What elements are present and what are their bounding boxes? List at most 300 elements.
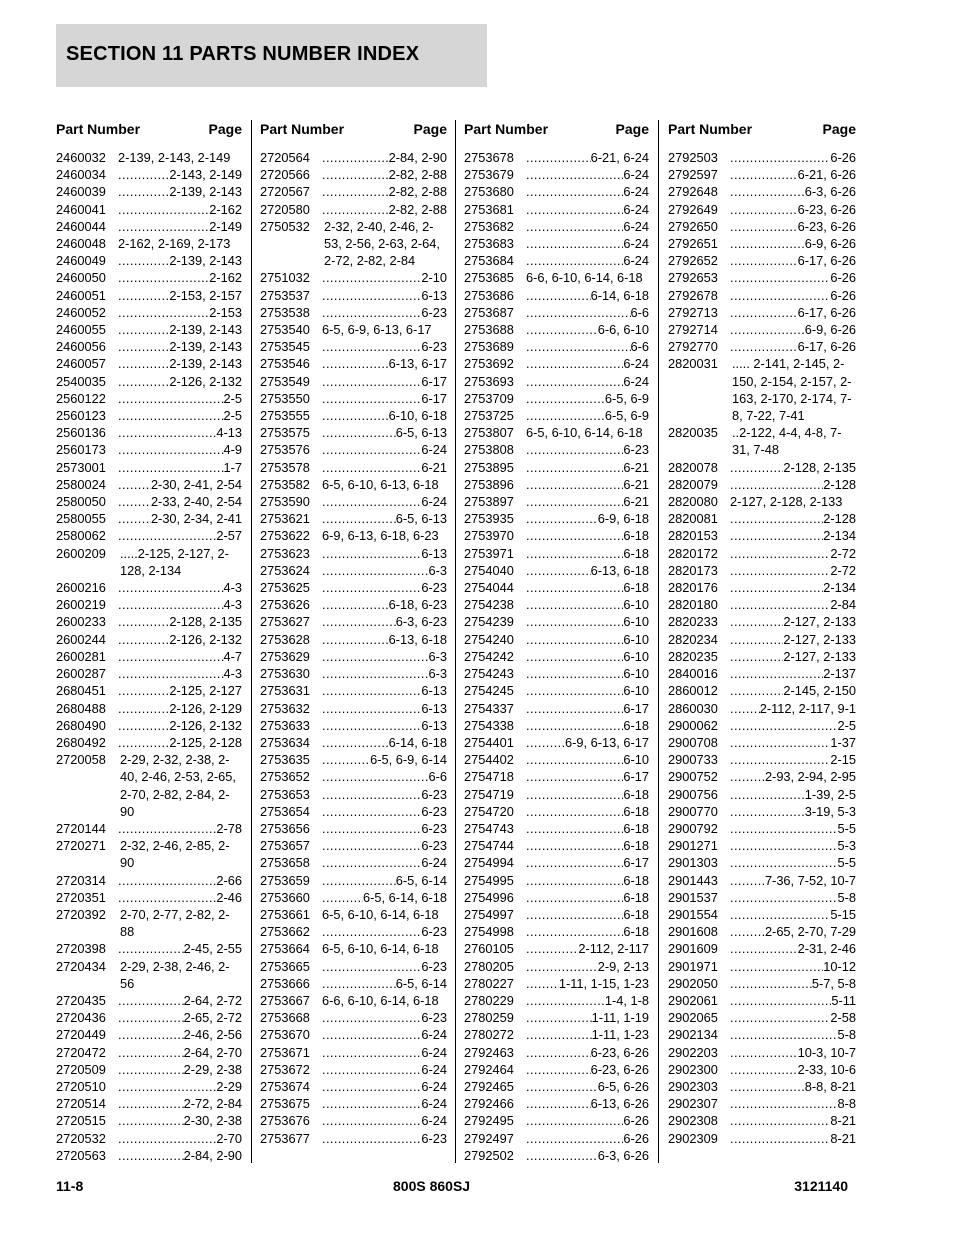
part-number: 2754998 xyxy=(464,924,514,940)
part-number: 2792714 xyxy=(668,322,718,338)
index-row xyxy=(668,235,856,252)
part-number: 2753658 xyxy=(260,855,310,871)
page-reference xyxy=(526,768,649,785)
page-list: 6-21 xyxy=(623,476,649,492)
page-list: 6-13 xyxy=(421,545,447,561)
page-list: 6-17, 6-26 xyxy=(797,339,856,355)
dot-leader xyxy=(118,1112,184,1129)
page-list: 2-57 xyxy=(216,528,242,544)
part-number: 2753689 xyxy=(464,339,514,355)
page-reference xyxy=(526,562,649,579)
page-list: 2-128, 2-135 xyxy=(169,614,242,630)
page-list: 6-13 xyxy=(421,287,447,303)
page-list: 6-17, 6-26 xyxy=(797,253,856,269)
dot-leader xyxy=(322,1078,421,1095)
dot-leader xyxy=(322,889,363,906)
index-row xyxy=(260,218,447,270)
page-reference xyxy=(322,338,447,355)
part-number: 2680451 xyxy=(56,683,106,699)
index-row xyxy=(260,613,447,630)
part-number: 2720514 xyxy=(56,1096,106,1112)
page-list: 2-145, 2-150 xyxy=(783,683,856,699)
index-row xyxy=(464,992,649,1009)
page-list: 2-30, 2-41, 2-54 xyxy=(150,476,242,492)
index-row xyxy=(260,510,447,527)
page-reference xyxy=(526,545,649,562)
index-column-3 xyxy=(464,120,649,1164)
part-number: 2720510 xyxy=(56,1078,106,1094)
footer-page-number: 11-8 xyxy=(56,1178,84,1194)
part-number: 2720509 xyxy=(56,1061,106,1077)
part-number: 2754044 xyxy=(464,580,514,596)
dot-leader xyxy=(730,304,798,321)
part-number: 2901443 xyxy=(668,872,718,888)
part-number: 2753662 xyxy=(260,924,310,940)
part-number: 2560123 xyxy=(56,408,106,424)
page-reference xyxy=(118,1061,242,1078)
page-reference xyxy=(526,218,649,235)
page-list: 6-24 xyxy=(421,855,447,871)
dot-leader xyxy=(118,338,169,355)
dot-leader xyxy=(322,493,421,510)
page-list: 8-21 xyxy=(830,1130,856,1146)
part-number: 2753970 xyxy=(464,528,514,544)
page-reference xyxy=(322,373,447,390)
page-reference xyxy=(322,1044,447,1061)
dot-leader xyxy=(526,527,623,544)
dot-leader xyxy=(730,579,823,596)
part-number: 2753668 xyxy=(260,1010,310,1026)
part-number: 2720392 xyxy=(56,906,106,922)
index-row xyxy=(260,287,447,304)
page-list: 2-65, 2-70, 7-29 xyxy=(764,924,856,940)
dot-leader xyxy=(526,510,598,527)
dot-leader xyxy=(118,321,169,338)
part-number: 2753685 xyxy=(464,270,514,286)
page-list: 1-11, 1-15, 1-23 xyxy=(558,975,649,991)
part-number: 2580050 xyxy=(56,494,106,510)
part-number: 2753578 xyxy=(260,459,310,475)
page-reference xyxy=(118,149,242,166)
page-list: 6-24 xyxy=(421,1027,447,1043)
part-number: 2720532 xyxy=(56,1130,106,1146)
dot-leader xyxy=(526,183,623,200)
dot-leader xyxy=(730,527,823,544)
index-row xyxy=(260,768,447,785)
index-row xyxy=(464,1095,649,1112)
page-list: 6-17 xyxy=(623,700,649,716)
index-row xyxy=(668,975,856,992)
index-row xyxy=(260,424,447,441)
page-reference xyxy=(322,1112,447,1129)
index-row xyxy=(668,424,856,458)
dot-leader xyxy=(118,407,224,424)
part-number: 2792463 xyxy=(464,1044,514,1060)
page-list: 5-5 xyxy=(837,820,856,836)
part-number: 2753693 xyxy=(464,373,514,389)
index-row xyxy=(260,631,447,648)
page-reference xyxy=(322,149,447,166)
part-number: 2792597 xyxy=(668,167,718,183)
page-list: 6-10 xyxy=(623,614,649,630)
page-list: 6-13, 6-18 xyxy=(388,631,447,647)
page-reference xyxy=(118,682,242,699)
page-reference xyxy=(118,183,242,200)
part-number: 2720436 xyxy=(56,1010,106,1026)
dot-leader xyxy=(526,648,623,665)
dot-leader xyxy=(526,321,598,338)
index-row xyxy=(668,355,856,424)
dot-leader xyxy=(730,562,830,579)
page-reference xyxy=(526,321,649,338)
page-list: 6-13 xyxy=(421,683,447,699)
index-row xyxy=(260,149,447,166)
page-reference xyxy=(730,1095,856,1112)
page-list: 2-33, 2-40, 2-54 xyxy=(150,494,242,510)
part-number: 2753667 xyxy=(260,992,310,1008)
part-number: 2460048 xyxy=(56,236,106,252)
dot-leader xyxy=(322,338,421,355)
dot-leader xyxy=(118,889,216,906)
page-reference xyxy=(322,321,447,338)
dot-leader xyxy=(526,665,623,682)
part-number: 2754242 xyxy=(464,648,514,664)
part-number: 2720435 xyxy=(56,992,106,1008)
dot-leader xyxy=(526,235,623,252)
dot-leader xyxy=(118,355,169,372)
dot-leader xyxy=(730,734,830,751)
part-number: 2820031 xyxy=(668,356,718,372)
dot-leader xyxy=(730,872,765,889)
page-list: 2-58 xyxy=(830,1010,856,1026)
index-row xyxy=(668,149,856,166)
page-list: 2-139, 2-143 xyxy=(169,339,242,355)
page-list: 6-5, 6-13 xyxy=(395,511,447,527)
part-number: 2753549 xyxy=(260,373,310,389)
dot-leader xyxy=(526,923,623,940)
part-number: 2753896 xyxy=(464,476,514,492)
part-number: 2753935 xyxy=(464,511,514,527)
page-reference xyxy=(118,218,242,235)
index-row xyxy=(464,975,649,992)
dot-leader xyxy=(730,837,838,854)
dot-leader xyxy=(526,751,623,768)
page-reference xyxy=(322,992,447,1009)
dot-leader xyxy=(730,958,823,975)
index-column-4 xyxy=(668,120,856,1147)
part-number: 2820081 xyxy=(668,511,718,527)
part-number: 2753628 xyxy=(260,631,310,647)
page-list: 2-5 xyxy=(223,390,242,406)
part-number: 2753537 xyxy=(260,287,310,303)
page-reference xyxy=(118,906,242,940)
part-number: 2753665 xyxy=(260,958,310,974)
index-row xyxy=(56,1095,242,1112)
page-reference xyxy=(322,768,447,785)
page-list: 6-9, 6-26 xyxy=(804,236,856,252)
page-list: 2-139, 2-143 xyxy=(169,322,242,338)
page-reference xyxy=(526,235,649,252)
part-number: 2792713 xyxy=(668,304,718,320)
index-row xyxy=(56,665,242,682)
index-row xyxy=(56,1130,242,1147)
dot-leader xyxy=(730,459,783,476)
part-number: 2753590 xyxy=(260,494,310,510)
page-reference xyxy=(118,373,242,390)
dot-leader xyxy=(322,596,389,613)
page-list: 6-3, 6-26 xyxy=(804,184,856,200)
index-row xyxy=(464,441,649,458)
part-number: 2751032 xyxy=(260,270,310,286)
index-row xyxy=(464,631,649,648)
page-reference xyxy=(322,906,447,923)
page-list: 6-18 xyxy=(623,838,649,854)
part-number: 2900062 xyxy=(668,717,718,733)
index-row xyxy=(668,579,856,596)
page-reference xyxy=(526,441,649,458)
page-reference xyxy=(730,1078,856,1095)
page-list: 6-5, 6-14 xyxy=(395,975,447,991)
dot-leader xyxy=(730,183,805,200)
page-list: 5-15 xyxy=(830,906,856,922)
page-list: 6-24 xyxy=(421,1078,447,1094)
page-list: 2-128 xyxy=(823,476,856,492)
page-reference xyxy=(730,717,856,734)
column-divider xyxy=(251,120,252,1163)
dot-leader xyxy=(526,1061,591,1078)
page-reference xyxy=(526,476,649,493)
dot-leader xyxy=(730,218,798,235)
part-number: 2780205 xyxy=(464,958,514,974)
page-list: 1-11, 1-23 xyxy=(591,1027,649,1043)
page-reference xyxy=(730,545,856,562)
dot-leader xyxy=(526,1044,591,1061)
dot-leader xyxy=(118,510,151,527)
page-list: 2-30, 2-34, 2-41 xyxy=(150,511,242,527)
part-number: 2753627 xyxy=(260,614,310,630)
page-reference xyxy=(730,734,856,751)
part-number: 2900752 xyxy=(668,769,718,785)
dot-leader xyxy=(526,1009,592,1026)
dot-leader xyxy=(526,1147,598,1164)
page-list: 6-24 xyxy=(623,184,649,200)
page-reference xyxy=(322,734,447,751)
part-number: 2792495 xyxy=(464,1113,514,1129)
part-number: 2792770 xyxy=(668,339,718,355)
part-number: 2754337 xyxy=(464,700,514,716)
index-row xyxy=(56,545,242,579)
page-list: 2-127, 2-133 xyxy=(783,648,856,664)
index-row xyxy=(56,510,242,527)
index-row xyxy=(260,682,447,699)
index-row xyxy=(464,269,649,286)
dot-leader xyxy=(526,1095,591,1112)
part-number: 2754239 xyxy=(464,614,514,630)
part-number: 2753654 xyxy=(260,803,310,819)
part-number: 2753678 xyxy=(464,150,514,165)
index-row xyxy=(260,201,447,218)
page-list: 2-10 xyxy=(421,270,447,286)
index-row xyxy=(56,837,242,871)
column-header xyxy=(464,120,649,149)
page-reference xyxy=(526,820,649,837)
index-row xyxy=(56,321,242,338)
dot-leader xyxy=(526,252,623,269)
index-row xyxy=(464,596,649,613)
page-reference xyxy=(118,424,242,441)
index-row xyxy=(56,940,242,957)
index-row xyxy=(56,407,242,424)
page-list: 2-29, 2-38 xyxy=(183,1061,242,1077)
page-reference xyxy=(118,940,242,957)
part-number: 2753623 xyxy=(260,545,310,561)
index-row xyxy=(464,768,649,785)
index-row xyxy=(260,527,447,544)
dot-leader xyxy=(730,545,830,562)
page-reference xyxy=(526,940,649,957)
page-reference xyxy=(118,1078,242,1095)
page-reference xyxy=(526,424,649,441)
dot-leader xyxy=(118,304,209,321)
index-row xyxy=(464,476,649,493)
page-list: 6-24 xyxy=(623,167,649,183)
index-row xyxy=(464,923,649,940)
page-reference xyxy=(118,252,242,269)
part-number: 2753626 xyxy=(260,597,310,613)
part-number: 2560122 xyxy=(56,390,106,406)
page-list: 6-17 xyxy=(623,769,649,785)
page-reference xyxy=(526,355,649,372)
index-row xyxy=(260,751,447,768)
part-number: 2720567 xyxy=(260,184,310,200)
index-row xyxy=(668,269,856,286)
column-header xyxy=(668,120,856,149)
dot-leader xyxy=(322,768,429,785)
part-number: 2760105 xyxy=(464,941,514,957)
page-reference xyxy=(118,510,242,527)
part-number: 2753687 xyxy=(464,304,514,320)
page-list: 2-162 xyxy=(209,201,242,217)
index-row xyxy=(56,149,242,166)
index-row xyxy=(260,407,447,424)
page-list: 8-8 xyxy=(837,1096,856,1112)
page-list: 5-11 xyxy=(831,992,856,1008)
page-reference xyxy=(322,183,447,200)
index-row xyxy=(56,717,242,734)
part-number: 2792651 xyxy=(668,236,718,252)
page-reference xyxy=(118,717,242,734)
page-reference xyxy=(118,441,242,458)
index-row xyxy=(464,940,649,957)
page-reference xyxy=(118,1044,242,1061)
part-number: 2860012 xyxy=(668,683,718,699)
dot-leader xyxy=(322,665,429,682)
dot-leader xyxy=(730,269,830,286)
index-row xyxy=(260,734,447,751)
page-list: 6-23 xyxy=(623,442,649,458)
dot-leader xyxy=(322,837,421,854)
part-number: 2792648 xyxy=(668,184,718,200)
page-reference xyxy=(526,252,649,269)
index-row xyxy=(56,441,242,458)
page-reference xyxy=(730,786,856,803)
page-list: 2-134 xyxy=(823,580,856,596)
page-reference xyxy=(322,218,447,270)
page-reference xyxy=(730,631,856,648)
dot-leader xyxy=(730,1095,838,1112)
part-number: 2753683 xyxy=(464,236,514,252)
page-reference xyxy=(322,803,447,820)
page-reference xyxy=(526,373,649,390)
page-reference xyxy=(526,149,649,166)
page-reference xyxy=(118,1130,242,1147)
page-reference xyxy=(526,493,649,510)
page-reference xyxy=(118,338,242,355)
part-number: 2753670 xyxy=(260,1027,310,1043)
dot-leader xyxy=(118,166,169,183)
page-list: 2-33, 10-6 xyxy=(797,1061,856,1077)
part-number: 2600209 xyxy=(56,545,106,561)
index-row xyxy=(464,355,649,372)
part-number: 2754719 xyxy=(464,786,514,802)
index-row xyxy=(464,1061,649,1078)
page-reference xyxy=(322,648,447,665)
index-row xyxy=(260,700,447,717)
index-row xyxy=(56,269,242,286)
part-number: 2753657 xyxy=(260,838,310,854)
page-list: 6-23 xyxy=(421,838,447,854)
page-list: 10-12 xyxy=(823,958,856,974)
index-row xyxy=(464,459,649,476)
part-number: 2753971 xyxy=(464,545,514,561)
index-row xyxy=(668,1095,856,1112)
page-list: 6-18 xyxy=(623,889,649,905)
part-number: 2720566 xyxy=(260,167,310,183)
part-number: 2720515 xyxy=(56,1113,106,1129)
page-list: 6-18 xyxy=(623,906,649,922)
page-list: 2-46 xyxy=(216,889,242,905)
index-row xyxy=(464,1009,649,1026)
index-row xyxy=(668,820,856,837)
index-row xyxy=(464,201,649,218)
part-number: 2820233 xyxy=(668,614,718,630)
part-number: 2753632 xyxy=(260,700,310,716)
page-reference xyxy=(118,579,242,596)
dot-leader xyxy=(526,958,598,975)
dot-leader xyxy=(118,1078,216,1095)
page-reference xyxy=(730,682,856,699)
dot-leader xyxy=(526,906,623,923)
page-list: 5-5 xyxy=(837,855,856,871)
dot-leader xyxy=(526,390,605,407)
page-reference xyxy=(526,338,649,355)
page-reference xyxy=(526,1009,649,1026)
part-number: 2792653 xyxy=(668,270,718,286)
section-title: SECTION 11 PARTS NUMBER INDEX xyxy=(66,43,420,65)
page-list: 6-10 xyxy=(623,648,649,664)
index-row xyxy=(464,510,649,527)
page-list: 6-3 xyxy=(428,562,447,578)
page-list: 6-23, 6-26 xyxy=(590,1061,649,1077)
page-reference xyxy=(322,1026,447,1043)
dot-leader xyxy=(322,459,421,476)
index-row xyxy=(56,631,242,648)
page-list: 6-5, 6-10, 6-14, 6-18 xyxy=(322,906,439,922)
dot-leader xyxy=(526,768,623,785)
page-list: 2-162 xyxy=(209,270,242,286)
page-reference xyxy=(730,837,856,854)
page-list: 6-14, 6-18 xyxy=(388,734,447,750)
